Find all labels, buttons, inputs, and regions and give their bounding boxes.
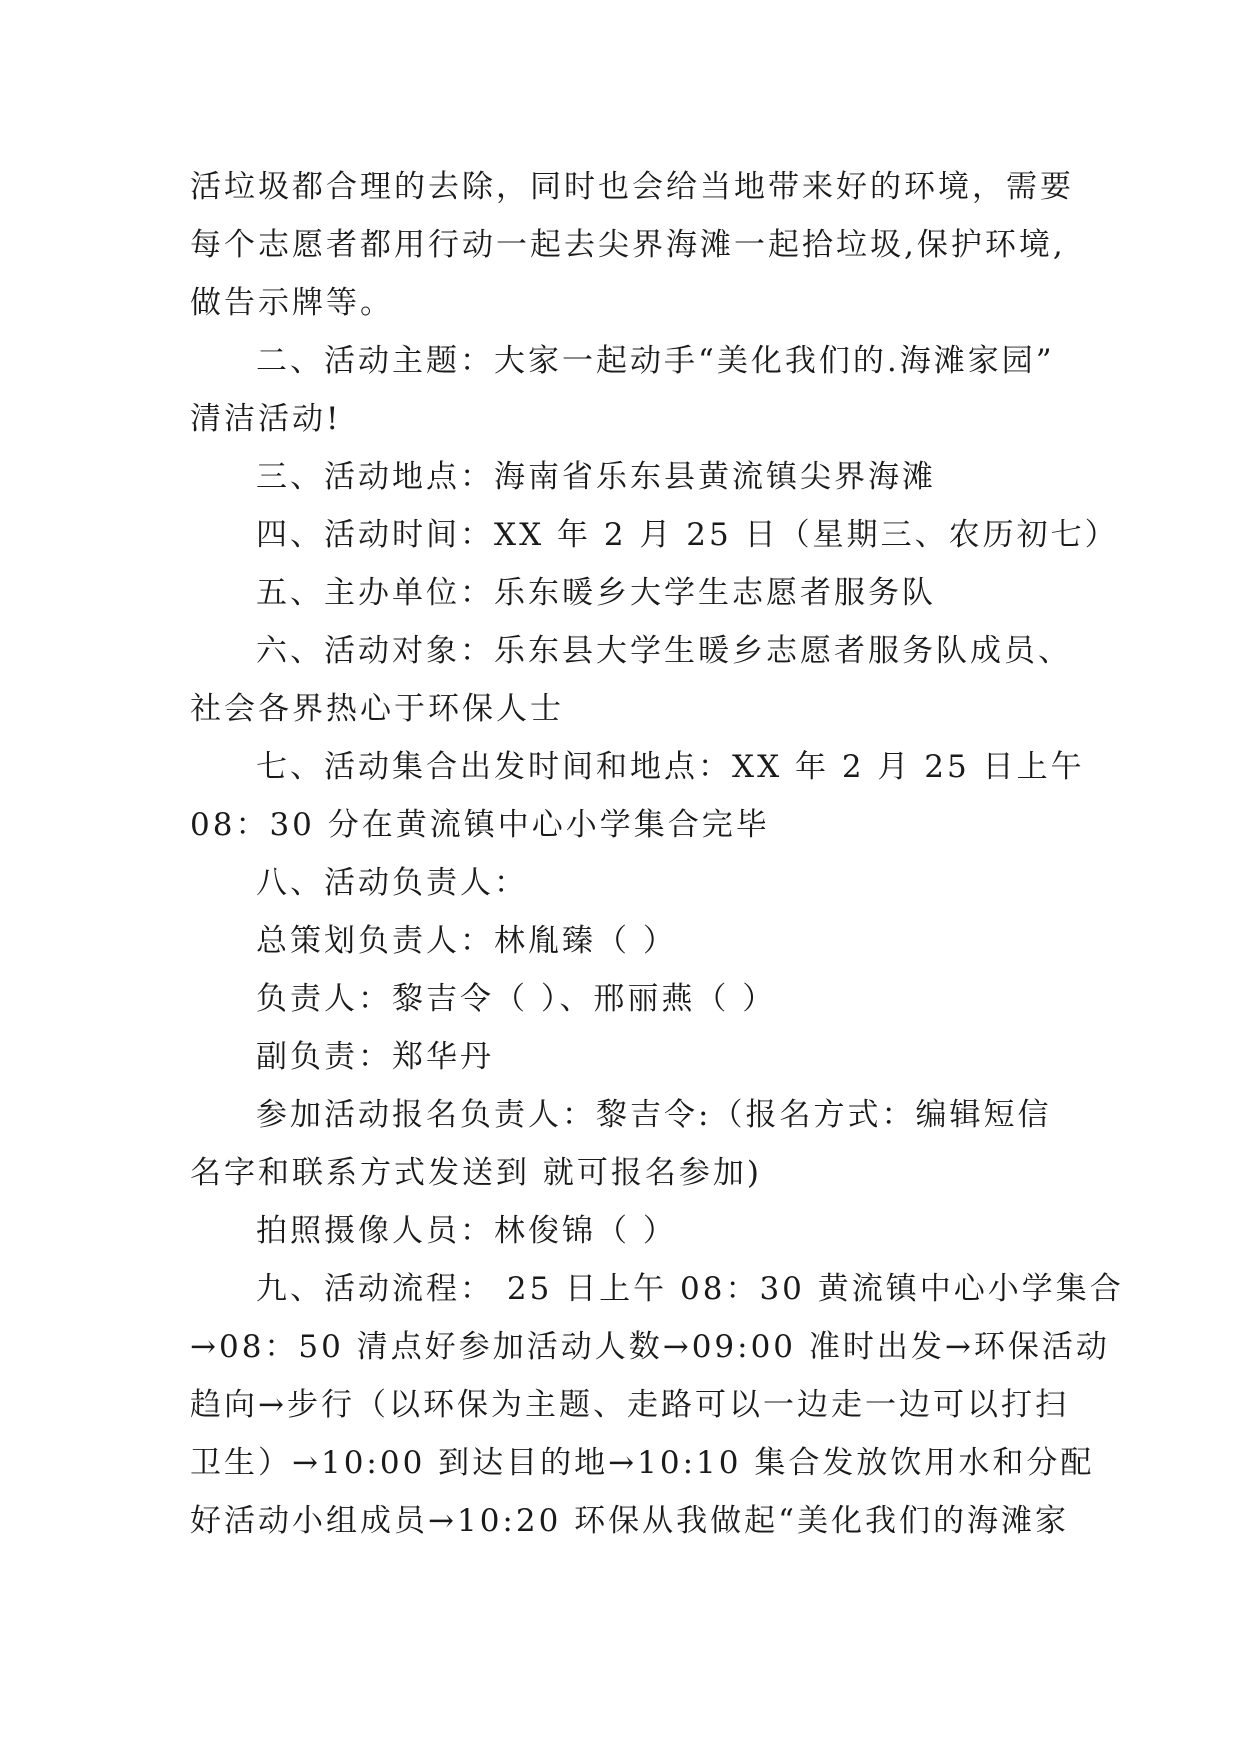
text-line: 参加活动报名负责人：黎吉令:（报名方式：编辑短信 [256,1097,1052,1133]
section-heading-audience: 六、活动对象：乐东县大学生暖乡志愿者服务队成员、 [256,633,1072,669]
text-line: 总策划负责人：林胤臻（ ） [256,923,677,959]
text-line: 做告示牌等。 [190,285,394,321]
text-line: 名字和联系方式发送到 就可报名参加) [190,1155,762,1191]
document-body [190,158,1124,1550]
text-line: 趋向→步行（以环保为主题、走路可以一边走一边可以打扫 [190,1387,1069,1423]
text-line: 负责人：黎吉令（ ）、邢丽燕（ ） [256,981,777,1017]
text-line: 卫生）→10:00 到达目的地→10:10 集合发放饮用水和分配 [190,1445,1095,1481]
section-heading-process: 九、活动流程： 25 日上午 08：30 黄流镇中心小学集合 [256,1271,1124,1307]
text-line: 清洁活动! [190,401,342,437]
text-line: 拍照摄像人员：林俊锦（ ） [256,1213,677,1249]
text-line: 08：30 分在黄流镇中心小学集合完毕 [190,807,770,843]
section-heading-location: 三、活动地点：海南省乐东县黄流镇尖界海滩 [256,459,936,495]
section-heading-theme: 二、活动主题：大家一起动手“美化我们的.海滩家园” [256,343,1055,379]
text-line: 好活动小组成员→10:20 环保从我做起“美化我们的海滩家 [190,1503,1070,1539]
text-line: →08：50 清点好参加活动人数→09:00 准时出发→环保活动 [190,1329,1110,1365]
section-heading-assembly: 七、活动集合出发时间和地点：XX 年 2 月 25 日上午 [256,749,1085,785]
section-heading-organizer: 五、主办单位：乐东暖乡大学生志愿者服务队 [256,575,936,611]
section-heading-time: 四、活动时间：XX 年 2 月 25 日（星期三、农历初七） [256,517,1119,553]
text-line: 副负责：郑华丹 [256,1039,494,1075]
text-line: 每个志愿者都用行动一起去尖界海滩一起拾垃圾,保护环境, [190,227,1066,263]
text-line: 活垃圾都合理的去除，同时也会给当地带来好的环境，需要 [190,169,1074,205]
section-heading-leaders: 八、活动负责人： [256,865,528,901]
text-line: 社会各界热心于环保人士 [190,691,564,727]
